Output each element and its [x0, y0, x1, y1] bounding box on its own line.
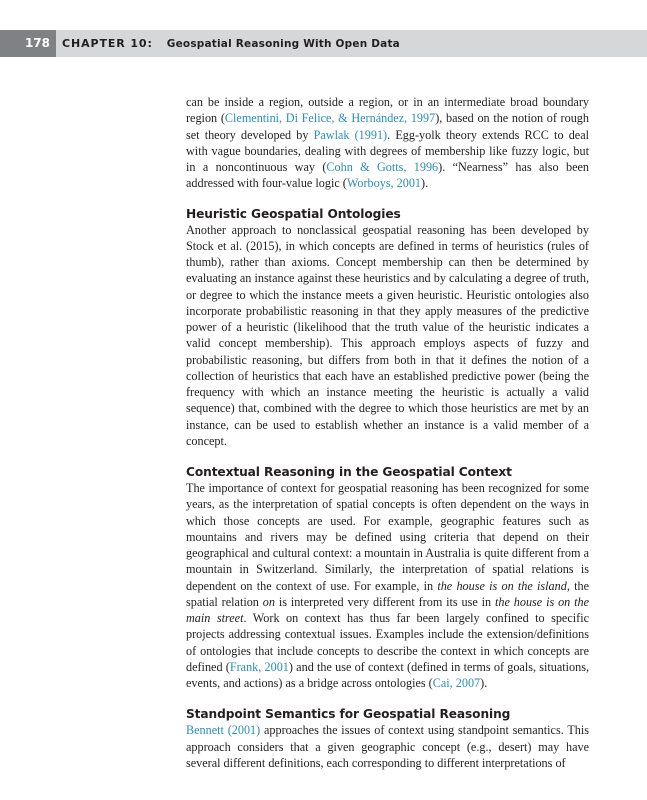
chapter-label: CHAPTER 10:	[62, 37, 153, 50]
page-number: 178	[0, 30, 56, 57]
section-heading-heuristic: Heuristic Geospatial Ontologies	[186, 206, 401, 221]
text-run: can be inside a region, outside a region, or in an intermediate broad boundary region (	[186, 95, 589, 126]
paragraph-continued	[186, 94, 589, 192]
paragraph-contextual	[186, 480, 589, 691]
citation-link[interactable]: Cohn & Gotts, 1996	[326, 160, 439, 174]
italic-example: on	[262, 594, 275, 609]
text-run: . Work on context has thus far been largely confined to specific projects addressing contextual issues. Examples include the extension/definitions of ontologies that include concepts to describe the context in which concepts are defined (	[186, 611, 589, 674]
text-run: is interpreted very different from its use in	[274, 594, 496, 609]
paragraph-heuristic: Another approach to nonclassical geospatial reasoning has been developed by Stock et al. (2015), in which concepts are defined in terms of heuristics (rules of thumb), rather than axioms. Concept membership can then be determined by evaluating an instance against these heuristics and by calculating a degree of truth, or degree to which the instance meets a given heuristic. Heuristic ontologies also incorporate probabilistic reasoning in that they apply measures of the predictive power of a heuristic (likelihood that the truth value of the heuristic indicates a valid concept membership). This approach employs aspects of fuzzy and probabilistic reasoning, but differs from both in that it defines the notion of a collection of heuristics that each have an established predictive power (being the frequency with which an instance meeting the heuristic is actually a valid sequence) that, combined with the degree to which those heuristics are met by an instance, can be used to establish whether an instance is a valid member of a concept.	[186, 222, 589, 448]
text-run: ).	[480, 676, 488, 690]
text-run: . Egg-yolk theory extends RCC to deal with vague boundaries, dealing with degrees of membership like fuzzy logic, but in a noncontinuous way (	[186, 127, 589, 174]
citation-link[interactable]: Frank, 2001	[229, 659, 289, 674]
citation-link[interactable]: Pawlak (1991)	[313, 127, 388, 142]
italic-example: the house is on the main street	[186, 594, 590, 625]
chapter-heading	[62, 30, 400, 57]
citation-link[interactable]: Cai, 2007	[432, 676, 481, 690]
citation-link[interactable]: Bennett (2001)	[186, 723, 261, 738]
citation-link[interactable]: Clementini, Di Felice, & Hernández, 1997	[224, 111, 436, 126]
text-run: ) and the use of context (defined in terms of goals, situations, events, and actions) as a bridge across ontologies (	[186, 659, 589, 690]
citation-link[interactable]: Worboys, 2001	[346, 176, 422, 191]
text-run: ). “Nearness” has also been addressed with four-value logic (	[186, 160, 589, 191]
chapter-title: Geospatial Reasoning With Open Data	[166, 38, 400, 50]
text-run: The importance of context for geospatial reasoning has been recognized for some years, as the interpretation of spatial concepts is often dependent on the ways in which those concepts are used. For example, geographic features such as mountains and rivers may be defined using criteria that depend on their geographical and cultural context: a mountain in Australia is quite different from a mountain in Switzerland. Similarly, the interpretation of spatial relations is dependent on the context of use. For example, in	[186, 481, 589, 593]
italic-example: the house is on the island	[437, 578, 567, 593]
text-run: approaches the issues of context using standpoint semantics. This approach considers that a given geographic concept (e.g., desert) may have several different definitions, each corresponding to different interpretations of	[186, 723, 589, 770]
text-run: ).	[421, 176, 429, 191]
text-run: , the spatial relation	[186, 578, 589, 609]
body-text	[186, 94, 589, 771]
running-header	[0, 30, 647, 57]
paragraph-standpoint	[186, 722, 589, 771]
section-heading-standpoint: Standpoint Semantics for Geospatial Reasoning	[186, 707, 511, 722]
text-run: ), based on the notion of rough set theory developed by	[186, 111, 589, 142]
section-heading-contextual: Contextual Reasoning in the Geospatial Context	[186, 465, 512, 479]
